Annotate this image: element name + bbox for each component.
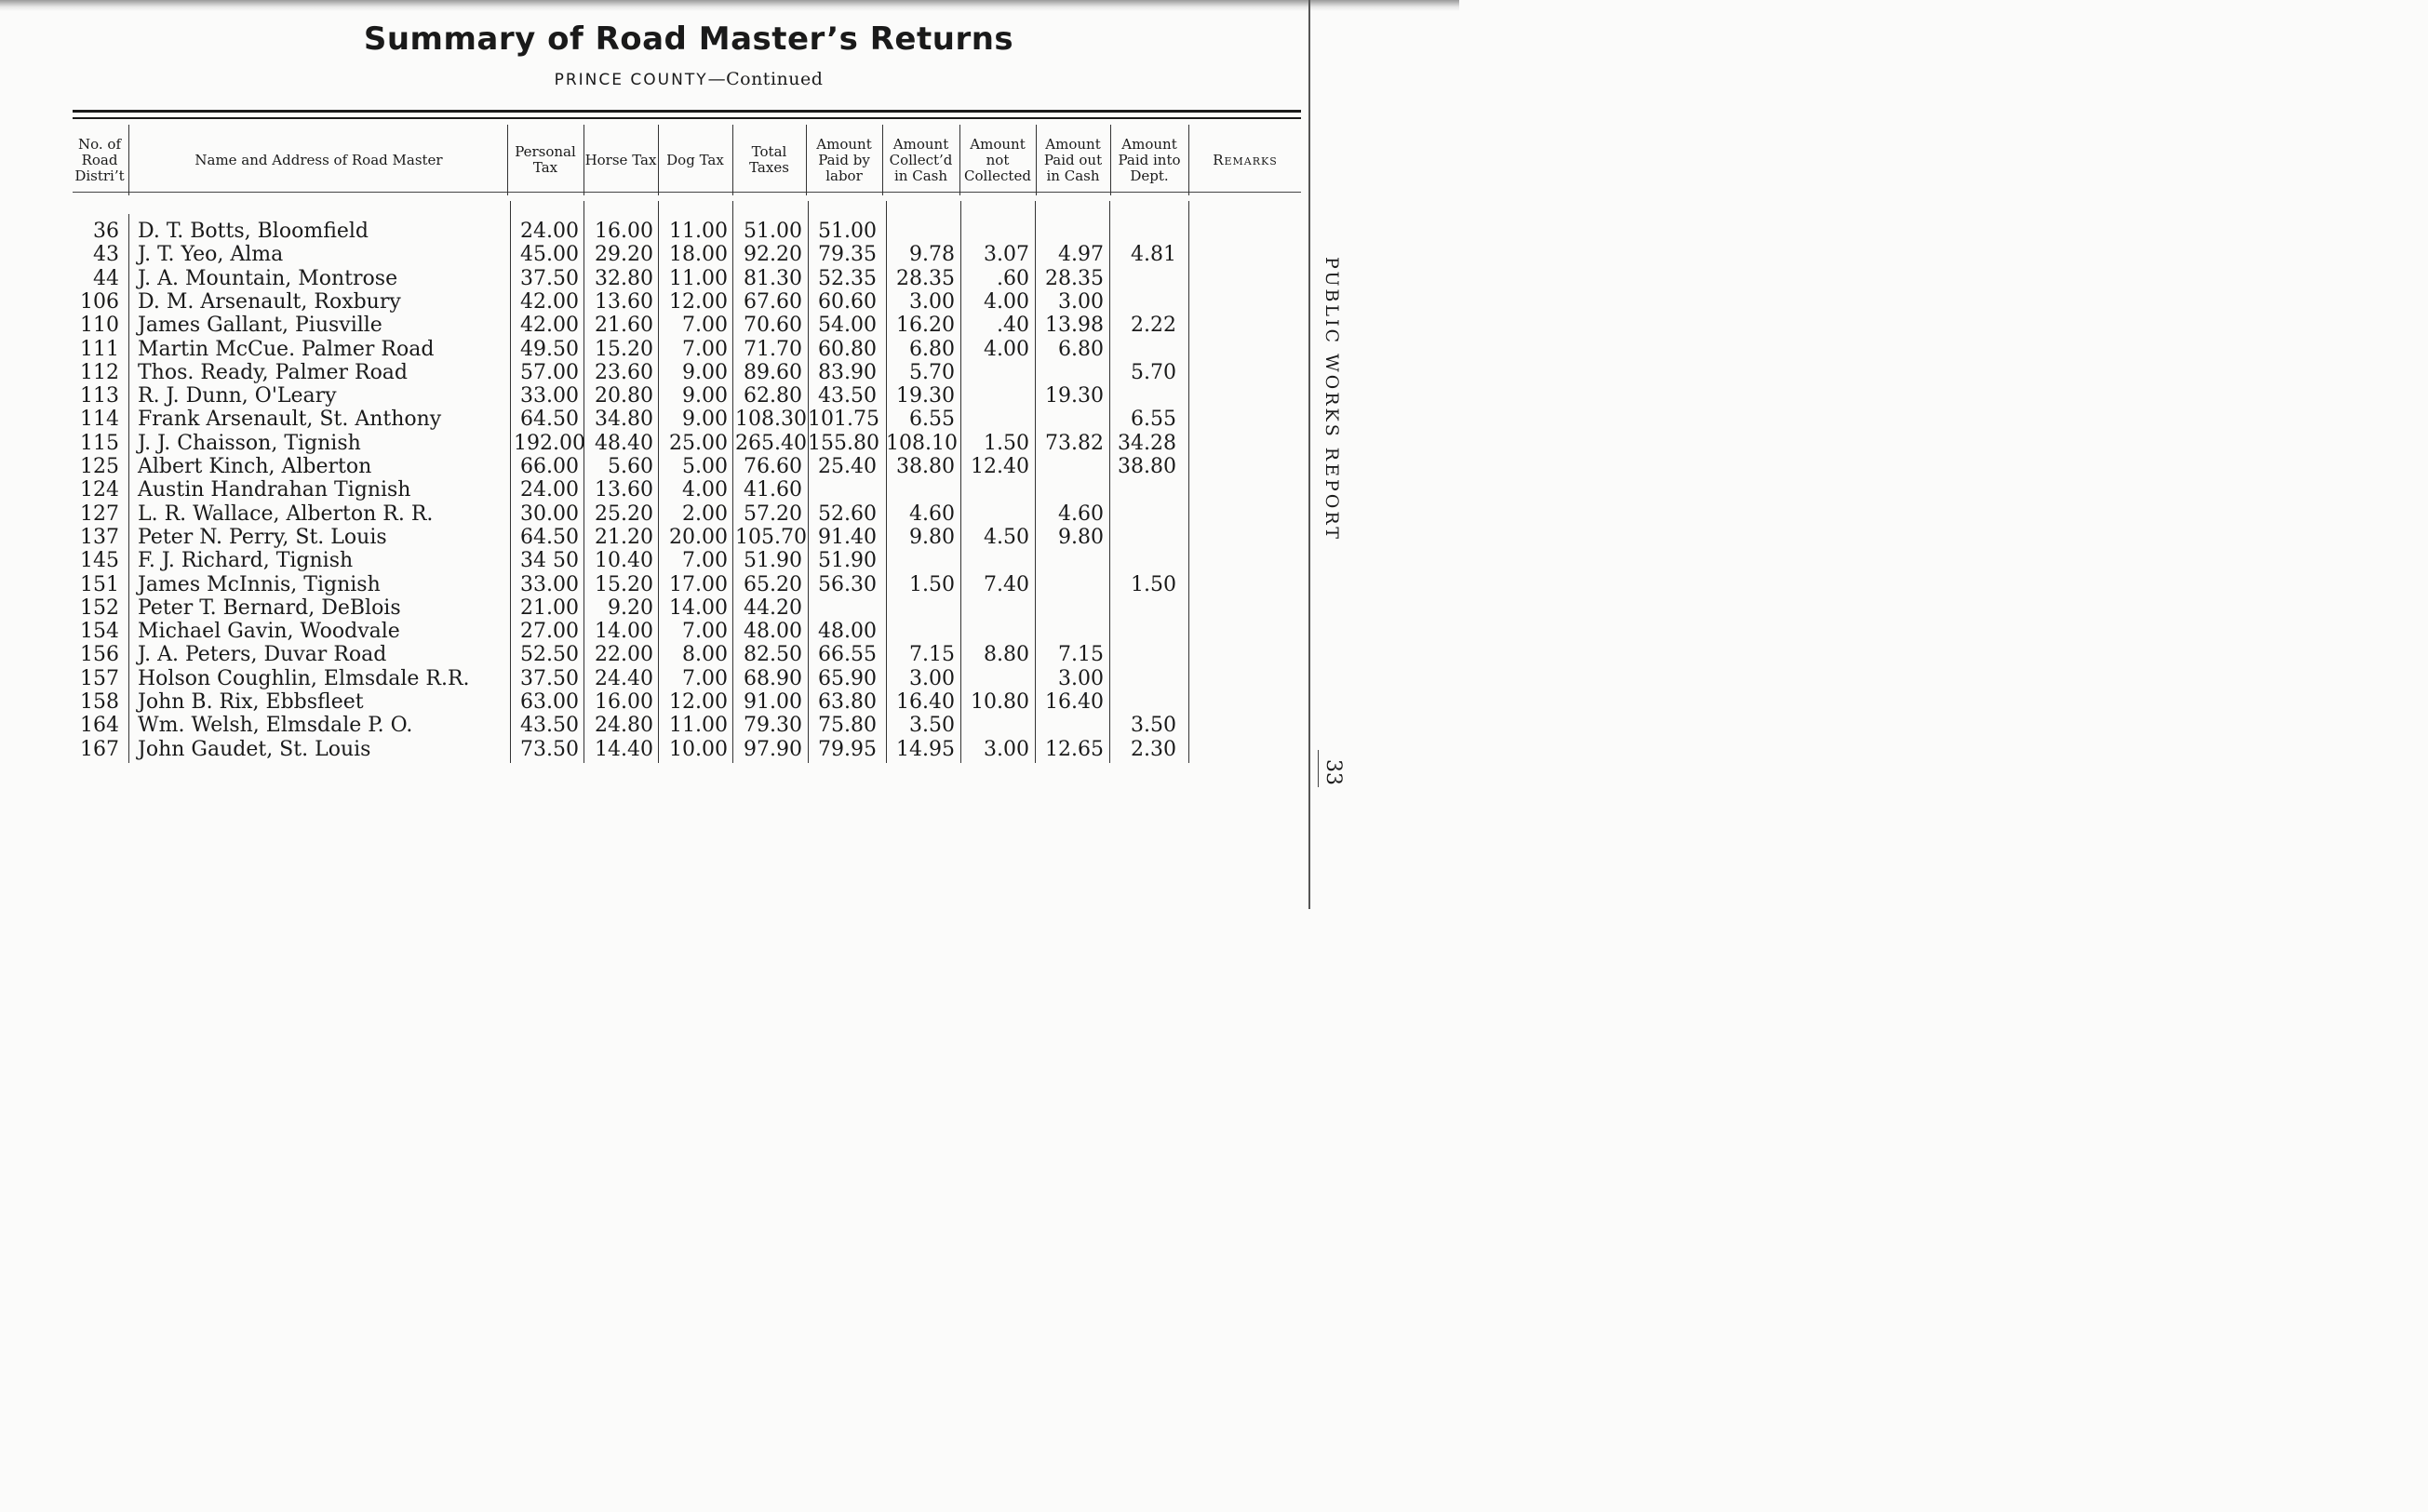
paid-by-labor-cell: 56.30 — [818, 572, 877, 596]
personal-tax-cell: 43.50 — [520, 714, 579, 738]
dog-tax-cell: 18.00 — [669, 243, 728, 267]
dog-tax-cell: 11.00 — [669, 714, 728, 738]
horse-tax-cell: 5.60 — [608, 455, 653, 478]
total-taxes-cell: 65.20 — [744, 572, 802, 596]
personal-tax-cell: 73.50 — [520, 737, 579, 761]
not-collected-cell: 8.80 — [984, 643, 1029, 667]
road-master-name-cell: R. J. Dunn, O'Leary — [138, 384, 337, 408]
header-horse-tax: Horse Tax — [584, 151, 657, 168]
collected-in-cash-cell: 14.95 — [896, 737, 955, 761]
not-collected-cell: 4.00 — [984, 289, 1029, 314]
paid-out-in-cash-cell: 73.82 — [1045, 431, 1104, 455]
dog-tax-cell: 7.00 — [682, 620, 728, 644]
paid-by-labor-cell: 52.60 — [818, 502, 877, 526]
horse-tax-cell: 13.60 — [595, 289, 653, 314]
paid-by-labor-cell: 51.00 — [818, 220, 877, 243]
road-master-name-cell: John Gaudet, St. Louis — [138, 737, 371, 761]
dog-tax-cell: 12.00 — [669, 289, 728, 314]
road-master-name-cell: James McInnis, Tignish — [138, 572, 381, 596]
district-number-cell: 158 — [80, 690, 119, 714]
horse-tax-cell: 9.20 — [608, 595, 653, 620]
personal-tax-cell: 37.50 — [520, 666, 579, 690]
table-row — [0, 526, 1303, 549]
district-number-cell: 145 — [80, 549, 119, 573]
collected-in-cash-cell: 38.80 — [896, 455, 955, 478]
total-taxes-cell: 89.60 — [744, 360, 802, 384]
table-row — [0, 573, 1303, 596]
paid-into-dept-cell: 5.70 — [1131, 360, 1176, 384]
table-row — [0, 290, 1303, 314]
paid-into-dept-cell: 38.80 — [1118, 455, 1176, 478]
page-edge-line — [1308, 0, 1310, 909]
table-row — [0, 243, 1303, 266]
table-row — [0, 338, 1303, 361]
paid-by-labor-cell: 101.75 — [808, 408, 879, 432]
district-number-cell: 125 — [80, 455, 119, 478]
not-collected-cell: 12.40 — [971, 455, 1029, 478]
personal-tax-cell: 42.00 — [520, 289, 579, 314]
horse-tax-cell: 16.00 — [595, 220, 653, 243]
table-row — [0, 596, 1303, 620]
paid-by-labor-cell: 79.95 — [818, 737, 877, 761]
not-collected-cell: 3.07 — [984, 243, 1029, 267]
paid-into-dept-cell: 1.50 — [1131, 572, 1176, 596]
dog-tax-cell: 5.00 — [682, 455, 728, 478]
paid-out-in-cash-cell: 6.80 — [1058, 337, 1104, 361]
collected-in-cash-cell: 16.40 — [896, 690, 955, 714]
header-paid-out-in-cash: Amount Paid out in Cash — [1043, 135, 1103, 184]
personal-tax-cell: 34 50 — [520, 549, 579, 573]
table-row — [0, 361, 1303, 384]
header-total-taxes: Total Taxes — [749, 143, 789, 176]
paid-out-in-cash-cell: 16.40 — [1045, 690, 1104, 714]
road-master-name-cell: Thos. Ready, Palmer Road — [138, 360, 409, 384]
page-number-rule — [1318, 750, 1319, 787]
col-divider — [128, 125, 129, 195]
personal-tax-cell: 64.50 — [520, 525, 579, 549]
personal-tax-cell: 49.50 — [520, 337, 579, 361]
road-master-name-cell: Peter T. Bernard, DeBlois — [138, 595, 401, 620]
paid-into-dept-cell: 2.30 — [1131, 737, 1176, 761]
total-taxes-cell: 71.70 — [744, 337, 802, 361]
header-name: Name and Address of Road Master — [195, 151, 443, 168]
dog-tax-cell: 7.00 — [682, 337, 728, 361]
paid-out-in-cash-cell: 13.98 — [1045, 314, 1104, 338]
paid-out-in-cash-cell: 9.80 — [1058, 525, 1104, 549]
district-number-cell: 156 — [80, 643, 119, 667]
personal-tax-cell: 45.00 — [520, 243, 579, 267]
collected-in-cash-cell: 4.60 — [909, 502, 955, 526]
horse-tax-cell: 34.80 — [595, 408, 653, 432]
table-row — [0, 714, 1303, 737]
horse-tax-cell: 32.80 — [595, 266, 653, 290]
personal-tax-cell: 24.00 — [520, 478, 579, 502]
total-taxes-cell: 48.00 — [744, 620, 802, 644]
personal-tax-cell: 64.50 — [520, 408, 579, 432]
total-taxes-cell: 97.90 — [744, 737, 802, 761]
road-master-name-cell: Wm. Welsh, Elmsdale P. O. — [138, 714, 413, 738]
paid-by-labor-cell: 91.40 — [818, 525, 877, 549]
paid-into-dept-cell: 3.50 — [1131, 714, 1176, 738]
road-master-name-cell: John B. Rix, Ebbsfleet — [138, 690, 364, 714]
road-master-name-cell: Michael Gavin, Woodvale — [138, 620, 400, 644]
paid-out-in-cash-cell: 19.30 — [1045, 384, 1104, 408]
personal-tax-cell: 42.00 — [520, 314, 579, 338]
horse-tax-cell: 22.00 — [595, 643, 653, 667]
table-row — [0, 643, 1303, 666]
paid-into-dept-cell: 34.28 — [1118, 431, 1176, 455]
collected-in-cash-cell: 7.15 — [909, 643, 955, 667]
paid-by-labor-cell: 155.80 — [808, 431, 879, 455]
top-rule-thick — [73, 110, 1301, 113]
collected-in-cash-cell: 108.10 — [886, 431, 958, 455]
road-master-name-cell: J. J. Chaisson, Tignish — [138, 431, 361, 455]
horse-tax-cell: 14.00 — [595, 620, 653, 644]
personal-tax-cell: 21.00 — [520, 595, 579, 620]
total-taxes-cell: 67.60 — [744, 289, 802, 314]
paid-by-labor-cell: 83.90 — [818, 360, 877, 384]
paid-by-labor-cell: 60.60 — [818, 289, 877, 314]
paid-out-in-cash-cell: 7.15 — [1058, 643, 1104, 667]
collected-in-cash-cell: 9.80 — [909, 525, 955, 549]
collected-in-cash-cell: 9.78 — [909, 243, 955, 267]
district-number-cell: 111 — [80, 337, 119, 361]
table-row — [0, 620, 1303, 643]
not-collected-cell: 4.50 — [984, 525, 1029, 549]
table-row — [0, 384, 1303, 408]
horse-tax-cell: 25.20 — [595, 502, 653, 526]
collected-in-cash-cell: 1.50 — [909, 572, 955, 596]
district-number-cell: 167 — [80, 737, 119, 761]
total-taxes-cell: 68.90 — [744, 666, 802, 690]
table-row — [0, 690, 1303, 714]
dog-tax-cell: 2.00 — [682, 502, 728, 526]
header-remarks: Remarks — [1213, 151, 1278, 168]
paid-out-in-cash-cell: 4.60 — [1058, 502, 1104, 526]
dog-tax-cell: 14.00 — [669, 595, 728, 620]
collected-in-cash-cell: 28.35 — [896, 266, 955, 290]
paid-by-labor-cell: 60.80 — [818, 337, 877, 361]
table-row — [0, 549, 1303, 572]
total-taxes-cell: 265.40 — [735, 431, 807, 455]
header-dog-tax: Dog Tax — [666, 151, 724, 168]
personal-tax-cell: 33.00 — [520, 384, 579, 408]
page-title: Summary of Road Master’s Returns — [363, 20, 1014, 58]
district-number-cell: 106 — [80, 289, 119, 314]
dog-tax-cell: 11.00 — [669, 266, 728, 290]
road-master-name-cell: J. A. Mountain, Montrose — [138, 266, 398, 290]
dog-tax-cell: 11.00 — [669, 220, 728, 243]
personal-tax-cell: 52.50 — [520, 643, 579, 667]
personal-tax-cell: 37.50 — [520, 266, 579, 290]
road-master-name-cell: James Gallant, Piusville — [138, 314, 382, 338]
table-row — [0, 502, 1303, 526]
road-master-name-cell: J. T. Yeo, Alma — [138, 243, 284, 267]
collected-in-cash-cell: 3.50 — [909, 714, 955, 738]
table-row — [0, 220, 1303, 243]
dog-tax-cell: 7.00 — [682, 549, 728, 573]
dog-tax-cell: 4.00 — [682, 478, 728, 502]
district-number-cell: 127 — [80, 502, 119, 526]
horse-tax-cell: 24.80 — [595, 714, 653, 738]
personal-tax-cell: 33.00 — [520, 572, 579, 596]
dog-tax-cell: 17.00 — [669, 572, 728, 596]
table-row — [0, 667, 1303, 690]
road-master-name-cell: Austin Handrahan Tignish — [138, 478, 411, 502]
not-collected-cell: .60 — [997, 266, 1029, 290]
not-collected-cell: 7.40 — [984, 572, 1029, 596]
collected-in-cash-cell: 19.30 — [896, 384, 955, 408]
paid-out-in-cash-cell: 3.00 — [1058, 289, 1104, 314]
total-taxes-cell: 51.00 — [744, 220, 802, 243]
page-number: 33 — [1321, 759, 1345, 785]
road-master-name-cell: Peter N. Perry, St. Louis — [138, 525, 387, 549]
personal-tax-cell: 63.00 — [520, 690, 579, 714]
horse-tax-cell: 14.40 — [595, 737, 653, 761]
paid-by-labor-cell: 75.80 — [818, 714, 877, 738]
table-row — [0, 408, 1303, 431]
table-row — [0, 738, 1303, 761]
table-row — [0, 432, 1303, 455]
not-collected-cell: .40 — [997, 314, 1029, 338]
total-taxes-cell: 105.70 — [735, 525, 807, 549]
total-taxes-cell: 44.20 — [744, 595, 802, 620]
dog-tax-cell: 8.00 — [682, 643, 728, 667]
not-collected-cell: 3.00 — [984, 737, 1029, 761]
total-taxes-cell: 51.90 — [744, 549, 802, 573]
district-number-cell: 44 — [93, 266, 119, 290]
table-row — [0, 314, 1303, 337]
header-personal-tax: Personal Tax — [515, 143, 576, 176]
paid-by-labor-cell: 43.50 — [818, 384, 877, 408]
running-title: PUBLIC WORKS REPORT — [1321, 257, 1342, 542]
total-taxes-cell: 79.30 — [744, 714, 802, 738]
horse-tax-cell: 15.20 — [595, 572, 653, 596]
paid-out-in-cash-cell: 3.00 — [1058, 666, 1104, 690]
not-collected-cell: 4.00 — [984, 337, 1029, 361]
collected-in-cash-cell: 6.80 — [909, 337, 955, 361]
dog-tax-cell: 7.00 — [682, 666, 728, 690]
paid-by-labor-cell: 54.00 — [818, 314, 877, 338]
road-master-name-cell: Holson Coughlin, Elmsdale R.R. — [138, 666, 470, 690]
collected-in-cash-cell: 5.70 — [909, 360, 955, 384]
horse-tax-cell: 20.80 — [595, 384, 653, 408]
dog-tax-cell: 7.00 — [682, 314, 728, 338]
total-taxes-cell: 108.30 — [735, 408, 807, 432]
paid-by-labor-cell: 25.40 — [818, 455, 877, 478]
total-taxes-cell: 57.20 — [744, 502, 802, 526]
road-master-name-cell: J. A. Peters, Duvar Road — [138, 643, 387, 667]
paid-out-in-cash-cell: 28.35 — [1045, 266, 1104, 290]
collected-in-cash-cell: 3.00 — [909, 289, 955, 314]
road-master-name-cell: D. T. Botts, Bloomfield — [138, 220, 369, 243]
district-number-cell: 154 — [80, 620, 119, 644]
paid-by-labor-cell: 51.90 — [818, 549, 877, 573]
district-number-cell: 157 — [80, 666, 119, 690]
total-taxes-cell: 92.20 — [744, 243, 802, 267]
total-taxes-cell: 76.60 — [744, 455, 802, 478]
continued-label: —Continued — [707, 69, 824, 89]
horse-tax-cell: 24.40 — [595, 666, 653, 690]
district-number-cell: 112 — [80, 360, 119, 384]
district-number-cell: 36 — [93, 220, 119, 243]
horse-tax-cell: 21.20 — [595, 525, 653, 549]
paid-by-labor-cell: 52.35 — [818, 266, 877, 290]
personal-tax-cell: 30.00 — [520, 502, 579, 526]
district-number-cell: 43 — [93, 243, 119, 267]
road-master-name-cell: L. R. Wallace, Alberton R. R. — [138, 502, 434, 526]
total-taxes-cell: 41.60 — [744, 478, 802, 502]
road-master-name-cell: Frank Arsenault, St. Anthony — [138, 408, 442, 432]
header-collected-in-cash: Amount Collect’d in Cash — [889, 135, 953, 184]
road-master-name-cell: D. M. Arsenault, Roxbury — [138, 289, 401, 314]
dog-tax-cell: 10.00 — [669, 737, 728, 761]
horse-tax-cell: 13.60 — [595, 478, 653, 502]
district-number-cell: 151 — [80, 572, 119, 596]
header-district: No. of Road Distri’t — [74, 135, 125, 184]
personal-tax-cell: 57.00 — [520, 360, 579, 384]
road-master-name-cell: F. J. Richard, Tignish — [138, 549, 354, 573]
table-row — [0, 455, 1303, 478]
personal-tax-cell: 66.00 — [520, 455, 579, 478]
dog-tax-cell: 9.00 — [682, 408, 728, 432]
horse-tax-cell: 23.60 — [595, 360, 653, 384]
district-number-cell: 164 — [80, 714, 119, 738]
road-master-name-cell: Martin McCue. Palmer Road — [138, 337, 435, 361]
horse-tax-cell: 48.40 — [595, 431, 653, 455]
horse-tax-cell: 15.20 — [595, 337, 653, 361]
not-collected-cell: 1.50 — [984, 431, 1029, 455]
personal-tax-cell: 24.00 — [520, 220, 579, 243]
horse-tax-cell: 21.60 — [595, 314, 653, 338]
road-master-name-cell: Albert Kinch, Alberton — [138, 455, 372, 478]
dog-tax-cell: 20.00 — [669, 525, 728, 549]
personal-tax-cell: 192.00 — [514, 431, 585, 455]
paid-by-labor-cell: 66.55 — [818, 643, 877, 667]
district-number-cell: 152 — [80, 595, 119, 620]
paid-into-dept-cell: 2.22 — [1131, 314, 1176, 338]
page-top-shadow — [0, 0, 1459, 11]
paid-into-dept-cell: 6.55 — [1131, 408, 1176, 432]
district-number-cell: 113 — [80, 384, 119, 408]
header-not-collected: Amount not Collected — [964, 135, 1031, 184]
horse-tax-cell: 10.40 — [595, 549, 653, 573]
district-number-cell: 115 — [80, 431, 119, 455]
total-taxes-cell: 82.50 — [744, 643, 802, 667]
total-taxes-cell: 70.60 — [744, 314, 802, 338]
table-row — [0, 478, 1303, 502]
district-number-cell: 124 — [80, 478, 119, 502]
horse-tax-cell: 29.20 — [595, 243, 653, 267]
collected-in-cash-cell: 16.20 — [896, 314, 955, 338]
dog-tax-cell: 9.00 — [682, 384, 728, 408]
total-taxes-cell: 81.30 — [744, 266, 802, 290]
district-number-cell: 137 — [80, 525, 119, 549]
paid-by-labor-cell: 79.35 — [818, 243, 877, 267]
district-number-cell: 110 — [80, 314, 119, 338]
paid-by-labor-cell: 63.80 — [818, 690, 877, 714]
district-number-cell: 114 — [80, 408, 119, 432]
horse-tax-cell: 16.00 — [595, 690, 653, 714]
top-rule-thin — [73, 117, 1301, 119]
table-row — [0, 267, 1303, 290]
paid-by-labor-cell: 65.90 — [818, 666, 877, 690]
dog-tax-cell: 25.00 — [669, 431, 728, 455]
collected-in-cash-cell: 6.55 — [909, 408, 955, 432]
total-taxes-cell: 62.80 — [744, 384, 802, 408]
county-name: PRINCE COUNTY — [554, 71, 708, 89]
paid-into-dept-cell: 4.81 — [1131, 243, 1176, 267]
header-paid-into-dept: Amount Paid into Dept. — [1118, 135, 1181, 184]
collected-in-cash-cell: 3.00 — [909, 666, 955, 690]
dog-tax-cell: 9.00 — [682, 360, 728, 384]
header-paid-by-labor: Amount Paid by labor — [816, 135, 872, 184]
page-subtitle — [0, 69, 1377, 89]
dog-tax-cell: 12.00 — [669, 690, 728, 714]
personal-tax-cell: 27.00 — [520, 620, 579, 644]
paid-by-labor-cell: 48.00 — [818, 620, 877, 644]
paid-out-in-cash-cell: 4.97 — [1058, 243, 1104, 267]
not-collected-cell: 10.80 — [971, 690, 1029, 714]
paid-out-in-cash-cell: 12.65 — [1045, 737, 1104, 761]
total-taxes-cell: 91.00 — [744, 690, 802, 714]
